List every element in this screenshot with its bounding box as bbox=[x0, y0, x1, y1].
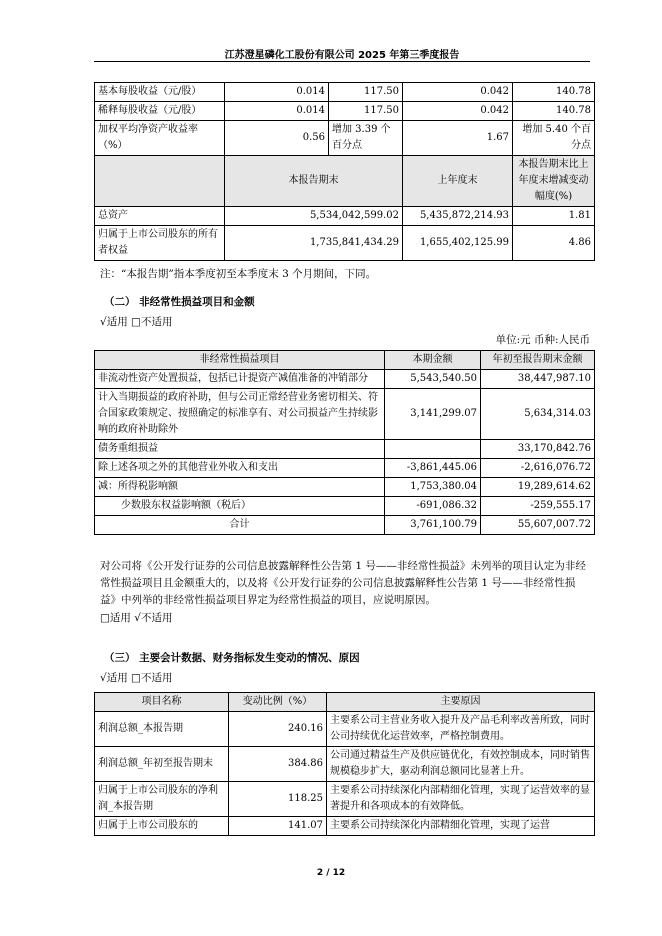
table-cell: 38,447,987.10 bbox=[481, 370, 595, 389]
column-header: 上年度末 bbox=[403, 156, 513, 207]
table-cell: 19,289,614.62 bbox=[481, 478, 595, 497]
section-title: （二） 非经常性损益项目和金额 bbox=[104, 296, 255, 308]
column-header: 年初至报告期末金额 bbox=[481, 351, 595, 370]
table-row bbox=[95, 207, 595, 226]
table-cell: 1,753,380.04 bbox=[385, 478, 481, 497]
table-row bbox=[95, 478, 595, 497]
table-row bbox=[95, 459, 595, 478]
applicable-checkbox: √适用 □不适用 bbox=[100, 672, 173, 684]
table-row bbox=[95, 440, 595, 459]
table-cell: -691,086.32 bbox=[385, 497, 481, 516]
table-cell: 3,761,100.79 bbox=[385, 516, 481, 535]
column-header: 本期金额 bbox=[385, 351, 481, 370]
table-row bbox=[95, 497, 595, 516]
table-row bbox=[95, 226, 595, 261]
table-cell: 5,534,042,599.02 bbox=[225, 207, 403, 226]
non-recurring-table bbox=[94, 350, 595, 535]
table-cell: 5,634,314.03 bbox=[481, 389, 595, 440]
column-header: 变动比例（%） bbox=[229, 693, 327, 712]
row-label: 稀释每股收益（元/股） bbox=[95, 102, 225, 121]
table-cell: 117.50 bbox=[329, 102, 403, 121]
table-cell: 33,170,842.76 bbox=[481, 440, 595, 459]
row-label: 加权平均净资产收益率（%） bbox=[95, 121, 225, 156]
table-cell: 1.67 bbox=[403, 121, 513, 156]
table-cell: 141.07 bbox=[229, 817, 327, 836]
table-cell: 合计 bbox=[95, 516, 385, 535]
table-cell: 140.78 bbox=[513, 83, 595, 102]
table-cell: 增加 3.39 个百分点 bbox=[329, 121, 403, 156]
explanation-paragraph: 对公司将《公开发行证券的公司信息披露解释性公告第 1 号——非经常性损益》未列举的项目认定为非经常性损益项目且金额重大的，以及将《公开发行证券的公司信息披露解释性公告第 1 号——非经常性损益》中列举的非经常性损益项目界定为经常性损益的项目，应说明原因。 bbox=[100, 560, 586, 606]
table-row bbox=[95, 102, 595, 121]
column-header: 主要原因 bbox=[327, 693, 595, 712]
table-row bbox=[95, 817, 595, 836]
table-header-row bbox=[95, 156, 595, 207]
table-cell: 主要系公司持续深化内部精细化管理，实现了运营效率的显著提升和各项成本的有效降低。 bbox=[327, 782, 595, 817]
table-cell: 55,607,007.72 bbox=[481, 516, 595, 535]
table-cell: 4.86 bbox=[513, 226, 595, 261]
table-cell: 240.16 bbox=[229, 712, 327, 747]
table-cell: 5,435,872,214.93 bbox=[403, 207, 513, 226]
table-cell: 增加 5.40 个百分点 bbox=[513, 121, 595, 156]
note: 注：“本报告期”指本季度初至本季度末 3 个月期间，下同。 bbox=[100, 268, 377, 280]
table-row bbox=[95, 121, 595, 156]
table-cell: 118.25 bbox=[229, 782, 327, 817]
table-row bbox=[95, 516, 595, 535]
table-cell: 117.50 bbox=[329, 83, 403, 102]
applicable-checkbox: □适用 √不适用 bbox=[100, 612, 173, 624]
unit-label: 单位:元 币种:人民币 bbox=[495, 334, 590, 346]
table-cell: 公司通过精益生产及供应链优化，有效控制成本，同时销售规模稳步扩大，驱动利润总额同比显著上升。 bbox=[327, 747, 595, 782]
table-row bbox=[95, 389, 595, 440]
column-header: 本报告期末比上年度末增减变动幅度(%) bbox=[513, 156, 595, 207]
table-cell: -259,555.17 bbox=[481, 497, 595, 516]
table-row bbox=[95, 782, 595, 817]
header-rule bbox=[94, 61, 590, 62]
table-cell: -3,861,445.06 bbox=[385, 459, 481, 478]
table-cell: 0.042 bbox=[403, 102, 513, 121]
table-header-row bbox=[95, 693, 595, 712]
row-label: 基本每股收益（元/股） bbox=[95, 83, 225, 102]
table-cell: -2,616,076.72 bbox=[481, 459, 595, 478]
table-cell: 计入当期损益的政府补助，但与公司正常经营业务密切相关、符合国家政策规定、按照确定的标准享有、对公司损益产生持续影响的政府补助除外 bbox=[95, 389, 385, 440]
table-header-row bbox=[95, 351, 595, 370]
row-label: 总资产 bbox=[95, 207, 225, 226]
table-cell: 主要系公司持续深化内部精细化管理，实现了运营 bbox=[327, 817, 595, 836]
page-number: 2 / 12 bbox=[316, 868, 346, 878]
table-cell: 非流动性资产处置损益，包括已计提资产减值准备的冲销部分 bbox=[95, 370, 385, 389]
table-row bbox=[95, 83, 595, 102]
table-cell: 归属于上市公司股东的 bbox=[95, 817, 229, 836]
section-title: （三） 主要会计数据、财务指标发生变动的情况、原因 bbox=[104, 652, 360, 664]
table-cell: 1,735,841,434.29 bbox=[225, 226, 403, 261]
table-cell: 0.014 bbox=[225, 102, 329, 121]
table-cell: 0.56 bbox=[225, 121, 329, 156]
column-header: 项目名称 bbox=[95, 693, 229, 712]
table-cell: 384.86 bbox=[229, 747, 327, 782]
key-financial-table bbox=[94, 82, 595, 261]
table-cell: 5,543,540.50 bbox=[385, 370, 481, 389]
table-row bbox=[95, 712, 595, 747]
row-label: 归属于上市公司股东的所有者权益 bbox=[95, 226, 225, 261]
column-header: 非经常性损益项目 bbox=[95, 351, 385, 370]
column-header: 本报告期末 bbox=[225, 156, 403, 207]
table-cell: 债务重组损益 bbox=[95, 440, 385, 459]
table-cell: 主要系公司主营业务收入提升及产品毛利率改善所致，同时公司持续优化运营效率，严格控制费用。 bbox=[327, 712, 595, 747]
empty-header-cell bbox=[95, 156, 225, 207]
table-cell: 140.78 bbox=[513, 102, 595, 121]
table-cell: 减：所得税影响额 bbox=[95, 478, 385, 497]
table-cell: 归属于上市公司股东的净利润_本报告期 bbox=[95, 782, 229, 817]
table-row bbox=[95, 370, 595, 389]
table-cell: 利润总额_年初至报告期末 bbox=[95, 747, 229, 782]
table-cell bbox=[385, 440, 481, 459]
table-row bbox=[95, 747, 595, 782]
table-cell: 除上述各项之外的其他营业外收入和支出 bbox=[95, 459, 385, 478]
report-header: 江苏澄星磷化工股份有限公司 2025 年第三季度报告 bbox=[224, 50, 460, 61]
applicable-checkbox: √适用 □不适用 bbox=[100, 316, 173, 328]
table-cell: 1,655,402,125.99 bbox=[403, 226, 513, 261]
table-cell: 少数股东权益影响额（税后） bbox=[95, 497, 385, 516]
table-cell: 1.81 bbox=[513, 207, 595, 226]
table-cell: 3,141,299.07 bbox=[385, 389, 481, 440]
table-cell: 0.014 bbox=[225, 83, 329, 102]
table-cell: 利润总额_本报告期 bbox=[95, 712, 229, 747]
table-cell: 0.042 bbox=[403, 83, 513, 102]
change-reason-table bbox=[94, 692, 595, 836]
